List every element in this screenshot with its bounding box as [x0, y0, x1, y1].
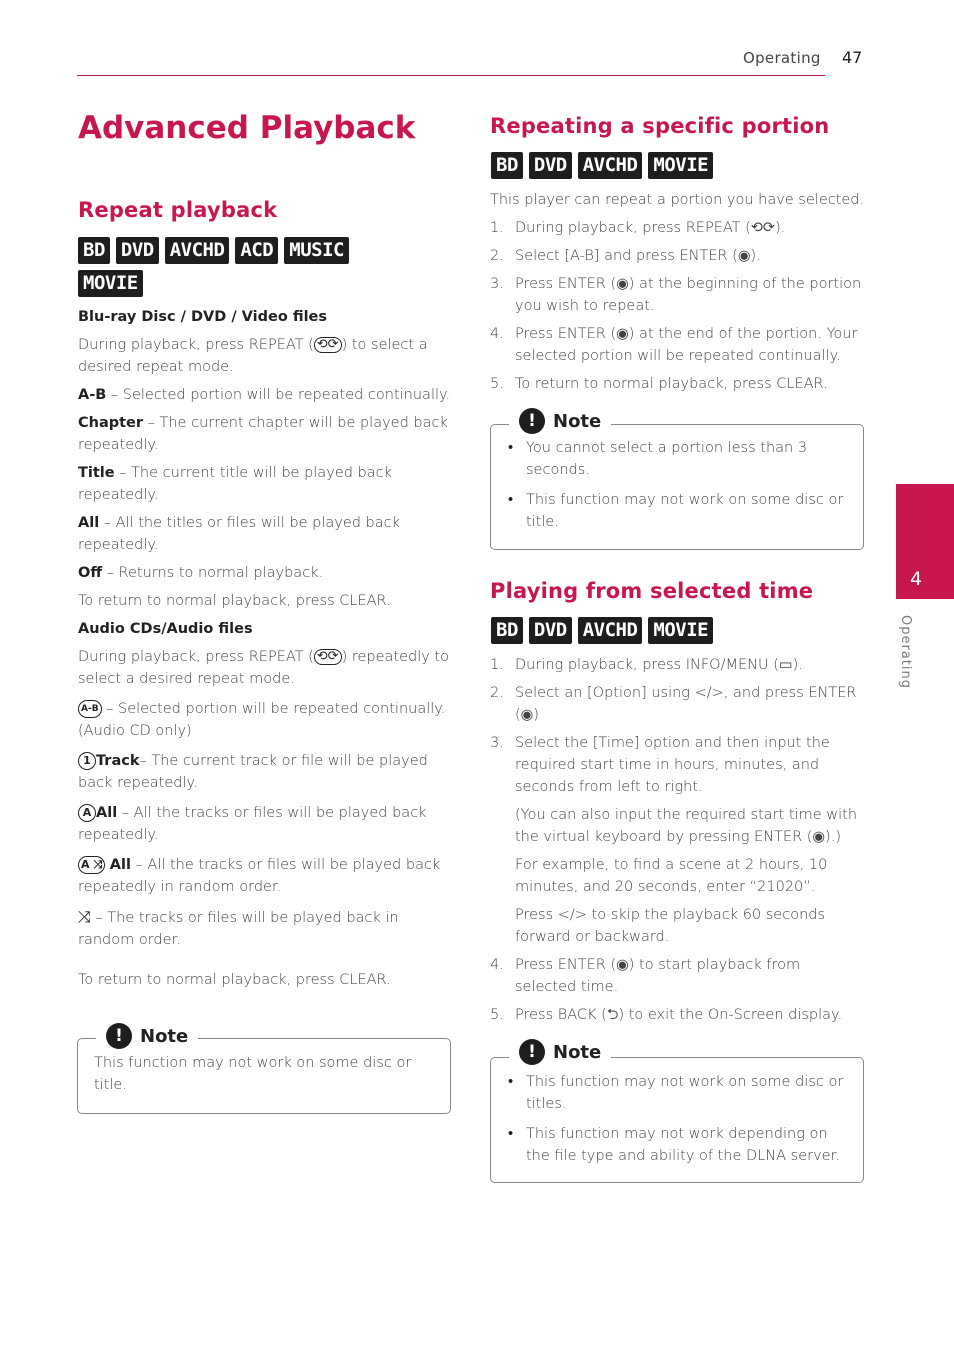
- selected-time-steps: [490, 654, 865, 798]
- step-number: 2.: [490, 248, 504, 264]
- list-item: [490, 682, 865, 726]
- portion-intro: This player can repeat a portion you have selected.: [490, 192, 865, 208]
- repeat-badges-row1: [78, 237, 349, 264]
- portion-steps: [490, 217, 865, 395]
- step-number: 4.: [490, 326, 504, 342]
- repeat-all-icon: A: [78, 804, 96, 822]
- mode-all: [78, 512, 453, 556]
- step-text: To return to normal playback, press CLEAR.: [515, 376, 828, 392]
- audio-subheading: Audio CDs/Audio files: [78, 621, 253, 637]
- audio-mode-desc: – All the tracks or files will be played back repeatedly.: [78, 805, 427, 843]
- bluray-subheading: Blu-ray Disc / DVD / Video files: [78, 309, 328, 325]
- list-item: [490, 373, 865, 395]
- list-item: [490, 732, 865, 798]
- mode-off: [78, 562, 453, 584]
- repeat-icon: ⟲⟳: [314, 337, 342, 353]
- audio-intro-start: During playback, press REPEAT (: [78, 649, 314, 665]
- page-number: 47: [842, 48, 863, 67]
- audio-mode-desc: – The tracks or files will be played back in random order.: [78, 910, 399, 948]
- exclamation-icon: !: [519, 1039, 545, 1065]
- badge-bd: BD: [78, 237, 110, 264]
- portion-body: [490, 189, 865, 401]
- repeat-portion-heading: Repeating a specific portion: [490, 114, 830, 138]
- repeat-badges-row2: [78, 270, 143, 297]
- list-item: [490, 217, 865, 239]
- note-item: • This function may not work on some disc or title.: [508, 489, 848, 533]
- header-section-label: Operating: [743, 49, 821, 67]
- step-text: Select [A-B] and press ENTER (◉).: [515, 248, 761, 264]
- mode-desc: – The current chapter will be played back repeatedly.: [78, 415, 448, 453]
- repeat-one-icon: 1: [78, 752, 96, 770]
- selected-time-note-header: [509, 1039, 611, 1065]
- repeat-playback-heading: Repeat playback: [78, 198, 278, 222]
- repeat-ab-icon: A-B: [78, 700, 102, 718]
- badge-bd: BD: [491, 617, 523, 644]
- badge-dvd: DVD: [529, 617, 572, 644]
- audio-intro-end: ) repeatedly to select a desired repeat mode.: [78, 649, 450, 687]
- badge-avchd: AVCHD: [165, 237, 230, 264]
- note-item: • You cannot select a portion less than 3 seconds.: [508, 437, 848, 481]
- audio-mode-track: [78, 750, 453, 794]
- badge-music: MUSIC: [284, 237, 349, 264]
- step3-extra: [490, 804, 865, 948]
- step-number: 5.: [490, 376, 504, 392]
- exclamation-icon: !: [519, 408, 545, 434]
- audio-mode-term: Track: [96, 753, 140, 769]
- chapter-number: 4: [909, 568, 923, 590]
- mode-title: [78, 462, 453, 506]
- selected-time-body: [490, 654, 865, 1032]
- page-title: Advanced Playback: [78, 110, 416, 146]
- audio-mode-desc: – The current track or file will be played back repeatedly.: [78, 753, 428, 791]
- step-number: 3.: [490, 276, 504, 292]
- step-number: 1.: [490, 657, 504, 673]
- step-text: Press ENTER (◉) at the beginning of the portion you wish to repeat.: [515, 276, 862, 314]
- list-item: [490, 323, 865, 367]
- audio-mode-term: All: [96, 805, 118, 821]
- mode-term: Chapter: [78, 415, 144, 431]
- selected-time-heading: Playing from selected time: [490, 579, 814, 603]
- step3-extra-text: (You can also input the required start time with the virtual keyboard by pressing ENTER (◉).): [515, 807, 858, 845]
- mode-desc: – All the titles or files will be played back repeatedly.: [78, 515, 401, 553]
- audio-mode-shuffle: [78, 906, 453, 951]
- badge-acd: ACD: [235, 237, 278, 264]
- badge-avchd: AVCHD: [578, 152, 643, 179]
- audio-mode-ab: [78, 698, 453, 742]
- header-divider: [77, 75, 825, 76]
- repeat-left-body: [78, 306, 453, 991]
- repeat-all-shuffle-icon: A ⤨: [78, 856, 105, 874]
- shuffle-icon: ⤨: [78, 907, 91, 926]
- audio-mode-term: All: [109, 857, 131, 873]
- repeat-note-text: This function may not work on some disc or title.: [94, 1055, 412, 1093]
- step-number: 2.: [490, 685, 504, 701]
- list-item: [490, 654, 865, 676]
- audio-mode-desc: – Selected portion will be repeated continually. (Audio CD only): [78, 701, 446, 739]
- mode-ab: [78, 384, 453, 406]
- step-number: 5.: [490, 1007, 504, 1023]
- mode-desc: – Returns to normal playback.: [102, 565, 324, 581]
- step-number: 1.: [490, 220, 504, 236]
- repeat-icon: ⟲⟳: [314, 649, 342, 665]
- note-item: • This function may not work on some disc or titles.: [508, 1071, 848, 1115]
- step-number: 3.: [490, 735, 504, 751]
- note-item: • This function may not work depending on the file type and ability of the DLNA server.: [508, 1123, 848, 1167]
- step-text: Select the [Time] option and then input the required start time in hours, minutes, and seconds from left to right.: [515, 735, 830, 795]
- badge-dvd: DVD: [116, 237, 159, 264]
- badge-avchd: AVCHD: [578, 617, 643, 644]
- mode-term: Off: [78, 565, 103, 581]
- portion-note-header: [509, 408, 611, 434]
- mode-desc: – Selected portion will be repeated continually.: [106, 387, 451, 403]
- badge-bd: BD: [491, 152, 523, 179]
- step-text: Press BACK (⮌) to exit the On-Screen display.: [515, 1007, 843, 1023]
- step-text: During playback, press REPEAT (⟲⟳).: [515, 220, 786, 236]
- step-text: Press ENTER (◉) to start playback from selected time.: [515, 957, 801, 995]
- mode-term: A-B: [78, 387, 107, 403]
- step-number: 4.: [490, 957, 504, 973]
- exclamation-icon: !: [106, 1023, 132, 1049]
- step-text: Select an [Option] using </>, and press ENTER (◉): [515, 685, 857, 723]
- bluray-intro-end: ) to select a desired repeat mode.: [78, 337, 428, 375]
- repeat-note-header: [96, 1023, 198, 1049]
- badge-dvd: DVD: [529, 152, 572, 179]
- mode-desc: – The current title will be played back repeatedly.: [78, 465, 392, 503]
- step-text: Press ENTER (◉) at the end of the portion. Your selected portion will be repeated continually.: [515, 326, 858, 364]
- chapter-side-label: Operating: [898, 615, 913, 689]
- note-title: Note: [140, 1025, 189, 1047]
- audio-mode-all-shuffle: [78, 854, 453, 898]
- audio-intro: [78, 646, 453, 690]
- list-item: [490, 245, 865, 267]
- audio-mode-desc: – All the tracks or files will be played back repeatedly in random order.: [78, 857, 441, 895]
- portion-badges: [491, 152, 713, 179]
- badge-movie: MOVIE: [648, 152, 713, 179]
- step3-extra-text: For example, to find a scene at 2 hours, 10 minutes, and 20 seconds, enter “21020”.: [515, 857, 828, 895]
- bluray-intro: [78, 334, 453, 378]
- portion-note-list: [508, 437, 848, 541]
- list-item: [490, 273, 865, 317]
- list-item: [490, 954, 865, 998]
- step-text: During playback, press INFO/MENU (▭).: [515, 657, 803, 673]
- step3-extra-text: Press </> to skip the playback 60 seconds forward or backward.: [515, 907, 826, 945]
- badge-movie: MOVIE: [78, 270, 143, 297]
- bluray-intro-start: During playback, press REPEAT (: [78, 337, 314, 353]
- selected-time-steps-after: [490, 954, 865, 1026]
- mode-chapter: [78, 412, 453, 456]
- audio-return-text: To return to normal playback, press CLEAR.: [78, 972, 391, 988]
- note-title: Note: [553, 410, 602, 432]
- mode-term: Title: [78, 465, 115, 481]
- selected-time-badges: [491, 617, 713, 644]
- list-item: [490, 1004, 865, 1026]
- mode-term: All: [78, 515, 100, 531]
- note-title: Note: [553, 1041, 602, 1063]
- audio-mode-all: [78, 802, 453, 846]
- selected-time-note-list: [508, 1071, 848, 1175]
- badge-movie: MOVIE: [648, 617, 713, 644]
- return-text: To return to normal playback, press CLEAR.: [78, 593, 391, 609]
